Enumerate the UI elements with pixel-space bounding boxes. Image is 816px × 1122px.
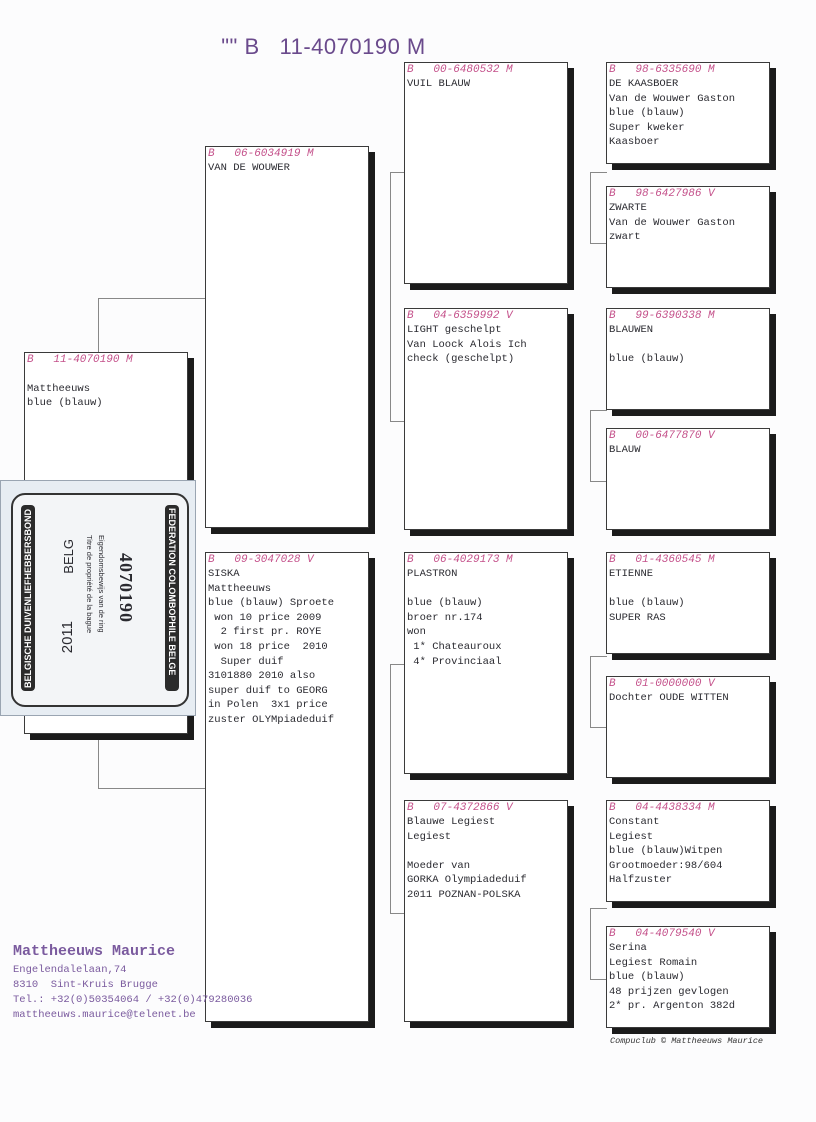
detail-line: Legiest [609,830,654,843]
detail-line: 3101880 2010 also [208,670,316,683]
pigeon-card-gen4-2 [606,186,770,288]
connector-g4-1 [590,172,607,244]
detail-line: blue (blauw) [609,971,685,984]
detail-line: broer nr.174 [407,611,483,624]
detail-line: Super duif [208,655,284,668]
detail-line: GORKA Olympiadeduif [407,874,527,887]
pigeon-card-gen4-1 [606,62,770,164]
ring-number: B 06-4029173 M [407,554,513,566]
detail-line: ETIENNE [609,568,654,580]
stamp-right-band: FEDERATION COLOMBOPHILE BELGE [165,505,179,691]
pigeon-details [607,941,769,1014]
connector-g4-3 [590,656,607,728]
title-ring: B 11-4070190 M [244,34,426,59]
detail-line: LIGHT geschelpt [407,324,502,336]
ring-number: B 01-4360545 M [609,554,715,566]
owner-email[interactable]: mattheeuws.maurice@telenet.be [13,1009,196,1021]
stamp-year: 2011 [59,621,76,654]
detail-line: Legiest [407,830,452,843]
pigeon-card-sire [205,146,369,528]
ring-number: B 04-4079540 V [609,928,715,940]
detail-line: Halfzuster [609,874,673,887]
ring-number: B 00-6477870 V [609,430,715,442]
pigeon-details [607,443,769,458]
detail-line: blue (blauw) [609,597,685,610]
detail-line: Serina [609,942,647,954]
pigeon-details [607,815,769,888]
detail-line: DE KAASBOER [609,78,679,90]
ring-number: B 01-0000000 V [609,678,715,690]
detail-line: blue (blauw)Witpen [609,845,723,858]
blank-line [607,582,769,597]
pigeon-details [405,815,567,903]
pigeon-details [405,323,567,367]
pigeon-card-gen3-3 [404,552,568,774]
stamp-country: BELG [61,539,76,574]
connector-dam-parents [390,664,405,914]
ring-number: B 98-6335690 M [609,64,715,76]
stamp-frame [11,493,189,707]
ring-certificate-stamp [0,480,196,716]
detail-line: check (geschelpt) [407,353,515,366]
blank-line [607,338,769,353]
ring-number: B 11-4070190 M [27,354,133,366]
detail-line: zuster OLYMpiadeduif [208,713,335,726]
pigeon-card-gen4-4 [606,428,770,530]
owner-phone: Tel.: +32(0)50354064 / +32(0)479280036 [13,994,253,1006]
blank-line [25,367,187,382]
connector-g4-2 [590,410,607,482]
detail-line: blue (blauw) [407,597,483,610]
ring-number: B 04-4438334 M [609,802,715,814]
detail-line: 48 prijzen gevlogen [609,985,729,998]
detail-line: 1* Chateauroux [407,640,502,653]
connector-dam [98,740,207,789]
owner-contact [13,943,252,1023]
pigeon-details [607,77,769,150]
pigeon-card-gen4-6 [606,676,770,778]
pigeon-details [405,77,567,92]
pigeon-details [607,691,769,706]
connector-g4-4 [590,908,607,980]
pedigree-title [208,8,426,60]
detail-line: Mattheeuws [27,382,91,395]
blank-line [405,582,567,597]
detail-line: Grootmoeder:98/604 [609,859,723,872]
detail-line: won 10 price 2009 [208,611,322,624]
detail-line: 4* Provinciaal [407,655,502,668]
pigeon-details [405,567,567,669]
detail-line: BLAUWEN [609,324,654,336]
pigeon-card-gen4-8 [606,926,770,1028]
detail-line: Blauwe Legiest [407,816,496,828]
title-quote: "" [221,34,238,59]
detail-line: BLAUW [609,444,641,456]
detail-line: Kaasboer [609,136,660,149]
detail-line: Van de Wouwer Gaston [609,92,736,105]
detail-line: blue (blauw) [609,107,685,120]
detail-line: won 18 price 2010 [208,640,328,653]
ring-number: B 09-3047028 V [208,554,314,566]
pigeon-card-gen4-7 [606,800,770,902]
detail-line: Constant [609,816,660,828]
detail-line: ZWARTE [609,202,647,214]
pigeon-card-gen3-2 [404,308,568,530]
detail-line: blue (blauw) [27,397,103,410]
stamp-line-nl: Eigendomsbewijs van de ring [97,535,106,633]
detail-line: SISKA [208,568,240,580]
detail-line: blue (blauw) Sproete [208,597,335,610]
ring-number: B 04-6359992 V [407,310,513,322]
detail-line: 2011 POZNAN-POLSKA [407,888,521,901]
detail-line: Dochter OUDE WITTEN [609,692,729,704]
detail-line: SUPER RAS [609,611,666,624]
detail-line: super duif to GEORG [208,684,328,697]
pigeon-details [607,323,769,367]
owner-name: Mattheeuws Maurice [13,943,176,960]
ring-number: B 06-6034919 M [208,148,314,160]
stamp-line-fr: Titre de propriété de la bague [85,535,94,634]
ring-number: B 99-6390338 M [609,310,715,322]
owner-address: Engelendalelaan,74 [13,964,127,976]
detail-line: 2* pr. Argenton 382d [609,1000,736,1013]
detail-line: zwart [609,231,641,244]
detail-line: Van de Wouwer Gaston [609,216,736,229]
ring-number: B 07-4372866 V [407,802,513,814]
pigeon-details [206,567,368,728]
detail-line: won [407,626,426,639]
detail-line: blue (blauw) [609,353,685,366]
connector-sire-parents [390,172,405,422]
copyright-note: Compuclub © Mattheeuws Maurice [610,1036,764,1046]
pigeon-details [25,367,187,411]
detail-line: Mattheeuws [208,582,272,595]
detail-line: Van Loock Alois Ich [407,338,527,351]
detail-line: VAN DE WOUWER [208,162,290,174]
detail-line: Moeder van [407,859,471,872]
pigeon-details [206,161,368,176]
pigeon-card-gen4-3 [606,308,770,410]
ring-number: B 98-6427986 V [609,188,715,200]
pigeon-card-gen3-1 [404,62,568,284]
stamp-left-band: BELGISCHE DUIVENLIEFHEBBERSBOND [21,505,35,691]
pigeon-details [607,567,769,625]
detail-line: Super kweker [609,121,685,134]
blank-line [405,844,567,859]
owner-city: 8310 Sint-Kruis Brugge [13,979,158,991]
stamp-ring-number: 4070190 [116,553,136,623]
connector-sire [98,298,207,355]
detail-line: PLASTRON [407,568,458,580]
detail-line: 2 first pr. ROYE [208,626,322,639]
pigeon-card-gen3-4 [404,800,568,1022]
pigeon-card-gen4-5 [606,552,770,654]
detail-line: Legiest Romain [609,956,698,969]
detail-line: VUIL BLAUW [407,78,471,90]
detail-line: in Polen 3x1 price [208,699,328,712]
ring-number: B 00-6480532 M [407,64,513,76]
pigeon-details [607,201,769,245]
